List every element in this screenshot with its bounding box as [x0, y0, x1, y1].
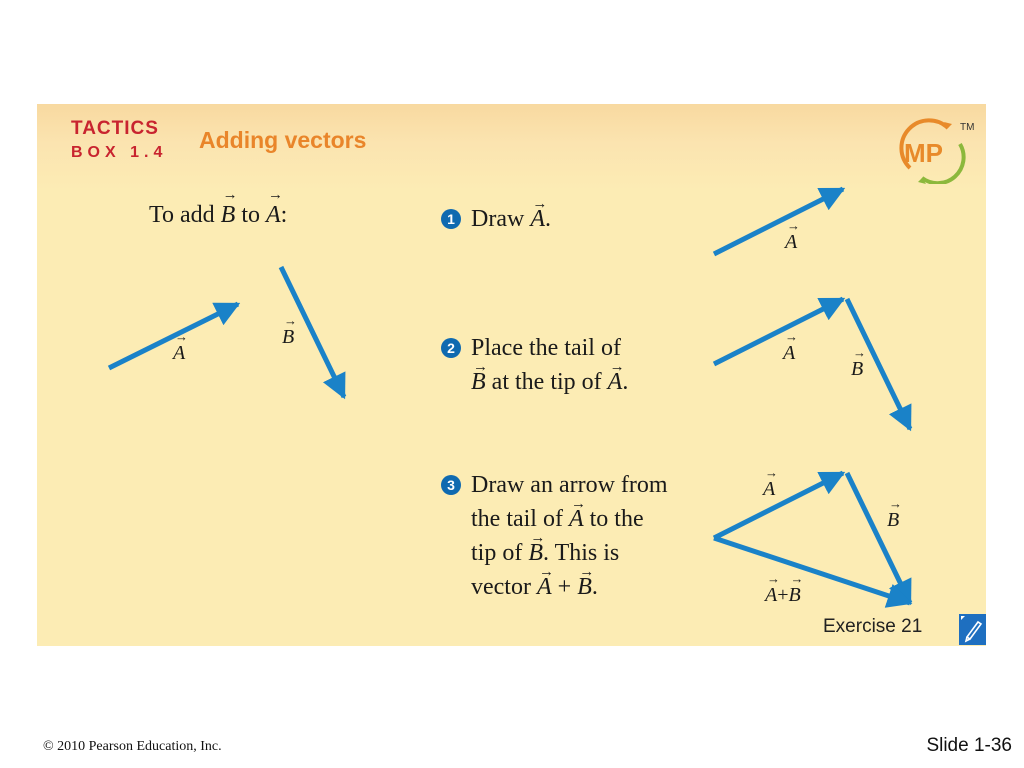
- step-3-sum-vector-a: → A: [537, 570, 552, 604]
- step-3-text-6: vector: [471, 574, 537, 600]
- step-3-period: .: [591, 574, 598, 600]
- step-1-label-a: [785, 231, 797, 254]
- intro-label-b-text: → B: [282, 326, 294, 349]
- step-3-label-a: [763, 478, 775, 501]
- tactics-label: TACTICS: [71, 118, 159, 139]
- logo-trademark: TM: [960, 122, 975, 133]
- step-3-text-5: . This is: [543, 540, 620, 566]
- step-3-text-2: the tail of: [471, 506, 569, 532]
- step-2-label-a-text: → A: [783, 342, 795, 365]
- step-3-text-4: tip of: [471, 540, 529, 566]
- step-2-label-a: [783, 342, 795, 365]
- intro-vector-b: → B: [221, 202, 236, 229]
- exercise-label: Exercise 21: [823, 616, 923, 637]
- step-1-label-a-text: → A: [785, 231, 797, 254]
- step-3-label-a-text: → A: [763, 478, 775, 501]
- step-3-sum-vector-b: → B: [577, 570, 592, 604]
- step-number-1: 1: [441, 209, 461, 229]
- copyright-notice: © 2010 Pearson Education, Inc.: [43, 739, 222, 754]
- step-3-label-b: [887, 509, 899, 532]
- intro-suffix: :: [280, 202, 288, 228]
- step-2-period: .: [622, 369, 629, 395]
- step-2-vector-b: → B: [471, 365, 486, 399]
- step-number-2: 2: [441, 338, 461, 358]
- step-3-vector-b: → B: [528, 536, 543, 570]
- step-2-text-1: Place the tail of: [471, 335, 621, 361]
- step-3-text-1: Draw an arrow from: [471, 472, 668, 498]
- step-3-arrow-a: [714, 473, 843, 538]
- vector-diagrams: [37, 104, 986, 646]
- step-2-vector-a: → A: [608, 365, 623, 399]
- step-2-text-2: at the tip of: [485, 369, 608, 395]
- step-1-text: Draw: [471, 206, 531, 232]
- intro-prefix: To add: [149, 202, 221, 228]
- logo-text: MP: [904, 138, 943, 168]
- step-3-plus: +: [551, 574, 578, 600]
- step-3-label-sum-b: → B: [789, 584, 801, 607]
- tactics-box-panel: [37, 104, 986, 646]
- step-3-label-b-text: → B: [887, 509, 899, 532]
- step-number-3: 3: [441, 475, 461, 495]
- step-3-vector-a: → A: [569, 502, 584, 536]
- intro-label-a: [173, 342, 185, 365]
- box-number-label: BOX 1.4: [71, 144, 168, 161]
- step-2-label-b: [851, 358, 863, 381]
- intro-label-a-text: → A: [173, 342, 185, 365]
- step-1-arrow-a: [714, 189, 843, 254]
- intro-label-b: [282, 326, 294, 349]
- step-2-arrow-a: [714, 299, 843, 364]
- box-title: Adding vectors: [199, 127, 367, 153]
- step-3-label-sum-a: → A: [765, 584, 777, 607]
- intro-middle: to: [235, 202, 266, 228]
- step-3-label-sum-plus: +: [777, 584, 789, 606]
- step-3-label-sum: [765, 584, 801, 607]
- step-2-label-b-text: → B: [851, 358, 863, 381]
- intro-vector-a: → A: [266, 202, 281, 229]
- exercise-pencil-icon[interactable]: [959, 614, 986, 645]
- slide-number: Slide 1-36: [926, 735, 1012, 756]
- step-1-period: .: [544, 206, 551, 232]
- step-1-vector-a: → A: [530, 202, 545, 236]
- step-3-text-3: to the: [583, 506, 644, 532]
